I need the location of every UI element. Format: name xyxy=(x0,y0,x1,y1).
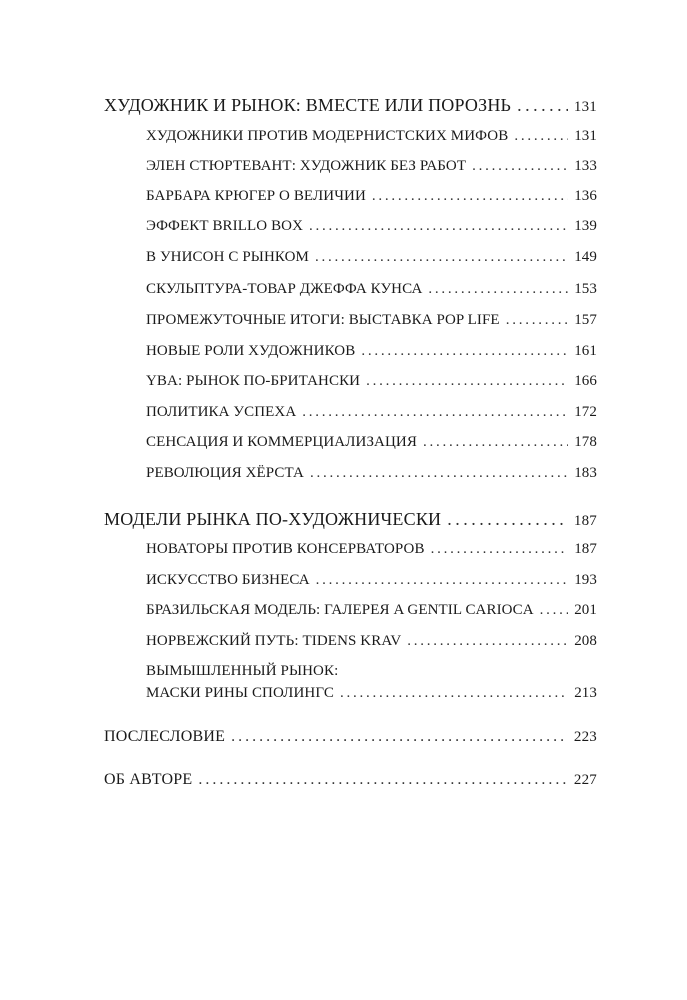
toc-page-number: 133 xyxy=(574,158,597,174)
toc-page-number: 131 xyxy=(574,128,597,144)
dot-leader xyxy=(302,405,568,420)
toc-entry xyxy=(146,573,597,588)
toc-title: YBA: РЫНОК ПО-БРИТАНСКИ xyxy=(146,373,361,389)
toc-page-number: 157 xyxy=(574,312,597,328)
toc-title: СЕНСАЦИЯ И КОММЕРЦИАЛИЗАЦИЯ xyxy=(146,434,417,450)
toc-title: НОВЫЕ РОЛИ ХУДОЖНИКОВ xyxy=(146,343,356,359)
toc-section-market-models xyxy=(104,510,597,529)
toc-section-artist-and-market xyxy=(104,96,597,115)
toc-page-number: 208 xyxy=(574,633,597,649)
toc-title: НОВАТОРЫ ПРОТИВ КОНСЕРВАТОРОВ xyxy=(146,541,425,557)
toc-page-number: 136 xyxy=(574,188,597,204)
toc-page-number: 213 xyxy=(574,685,597,701)
dot-leader xyxy=(514,129,568,144)
dot-leader xyxy=(198,772,568,788)
dot-leader xyxy=(231,729,568,745)
toc-entry xyxy=(146,219,597,234)
toc-entry xyxy=(146,634,597,649)
dot-leader xyxy=(428,282,568,297)
toc-page-number: 161 xyxy=(574,343,597,359)
toc-page-number: 178 xyxy=(574,434,597,450)
toc-entry xyxy=(146,189,597,204)
toc-entry xyxy=(146,250,597,265)
toc-title: ХУДОЖНИК И РЫНОК: ВМЕСТЕ ИЛИ ПОРОЗНЬ xyxy=(104,95,512,115)
dot-leader xyxy=(309,219,568,234)
toc-page-number: 193 xyxy=(574,572,597,588)
toc-title: ОБ АВТОРЕ xyxy=(104,771,193,788)
dot-leader xyxy=(517,96,568,114)
toc-entry xyxy=(146,159,597,174)
toc-title: СКУЛЬПТУРА-ТОВАР ДЖЕФФА КУНСА xyxy=(146,281,423,297)
toc-title: МОДЕЛИ РЫНКА ПО-ХУДОЖНИЧЕСКИ xyxy=(104,509,442,529)
toc-entry xyxy=(146,282,597,297)
toc-page-number: 201 xyxy=(574,602,597,618)
toc-page-number: 166 xyxy=(574,373,597,389)
toc-page-number: 223 xyxy=(573,729,597,745)
toc-title: ПРОМЕЖУТОЧНЫЕ ИТОГИ: ВЫСТАВКА POP LIFE xyxy=(146,312,500,328)
toc-title: БАРБАРА КРЮГЕР О ВЕЛИЧИИ xyxy=(146,188,366,204)
toc-title: ПОЛИТИКА УСПЕХА xyxy=(146,404,297,420)
toc-entry xyxy=(146,129,597,144)
toc-entry xyxy=(146,542,597,557)
dot-leader xyxy=(340,686,568,701)
toc-page-number: 187 xyxy=(573,513,597,529)
toc-entry xyxy=(146,603,597,618)
toc-entry xyxy=(146,686,597,701)
dot-leader xyxy=(315,250,568,265)
toc-title-first-line: ВЫМЫШЛЕННЫЙ РЫНОК: xyxy=(146,663,339,679)
toc-entry xyxy=(146,374,597,389)
toc-page-number: 131 xyxy=(573,99,597,115)
toc-page-number: 172 xyxy=(574,404,597,420)
toc-title: РЕВОЛЮЦИЯ ХЁРСТА xyxy=(146,465,304,481)
toc-page-number: 183 xyxy=(574,465,597,481)
toc-page-number: 139 xyxy=(574,218,597,234)
toc-section-about-author xyxy=(104,772,597,788)
dot-leader xyxy=(316,573,569,588)
dot-leader xyxy=(472,159,568,174)
toc-entry xyxy=(146,344,597,359)
toc-entry xyxy=(146,313,597,328)
toc-title: В УНИСОН С РЫНКОМ xyxy=(146,249,309,265)
toc-title: НОРВЕЖСКИЙ ПУТЬ: TIDENS KRAV xyxy=(146,633,402,649)
toc-page-number: 153 xyxy=(574,281,597,297)
toc-page-number: 149 xyxy=(574,249,597,265)
toc-entry xyxy=(146,405,597,420)
dot-leader xyxy=(447,510,568,528)
toc-section-afterword xyxy=(104,729,597,745)
dot-leader xyxy=(423,435,568,450)
dot-leader xyxy=(431,542,569,557)
toc-entry xyxy=(146,466,597,481)
toc-title: ЭФФЕКТ BRILLO BOX xyxy=(146,218,304,234)
toc-title: ХУДОЖНИКИ ПРОТИВ МОДЕРНИСТСКИХ МИФОВ xyxy=(146,128,509,144)
toc-entry xyxy=(146,435,597,450)
dot-leader xyxy=(506,313,568,328)
dot-leader xyxy=(407,634,568,649)
toc-title: ПОСЛЕСЛОВИЕ xyxy=(104,728,226,745)
dot-leader xyxy=(310,466,568,481)
toc-title: МАСКИ РИНЫ СПОЛИНГС xyxy=(146,685,334,701)
dot-leader xyxy=(540,603,569,618)
toc-title: ЭЛЕН СТЮРТЕВАНТ: ХУДОЖНИК БЕЗ РАБОТ xyxy=(146,158,467,174)
dot-leader xyxy=(366,374,568,389)
toc-title: ИСКУССТВО БИЗНЕСА xyxy=(146,572,310,588)
toc-page-number: 187 xyxy=(574,541,597,557)
dot-leader xyxy=(372,189,568,204)
dot-leader xyxy=(361,344,568,359)
toc-page-number: 227 xyxy=(573,772,597,788)
toc-title: БРАЗИЛЬСКАЯ МОДЕЛЬ: ГАЛЕРЕЯ A GENTIL CARIOCA xyxy=(146,602,534,618)
